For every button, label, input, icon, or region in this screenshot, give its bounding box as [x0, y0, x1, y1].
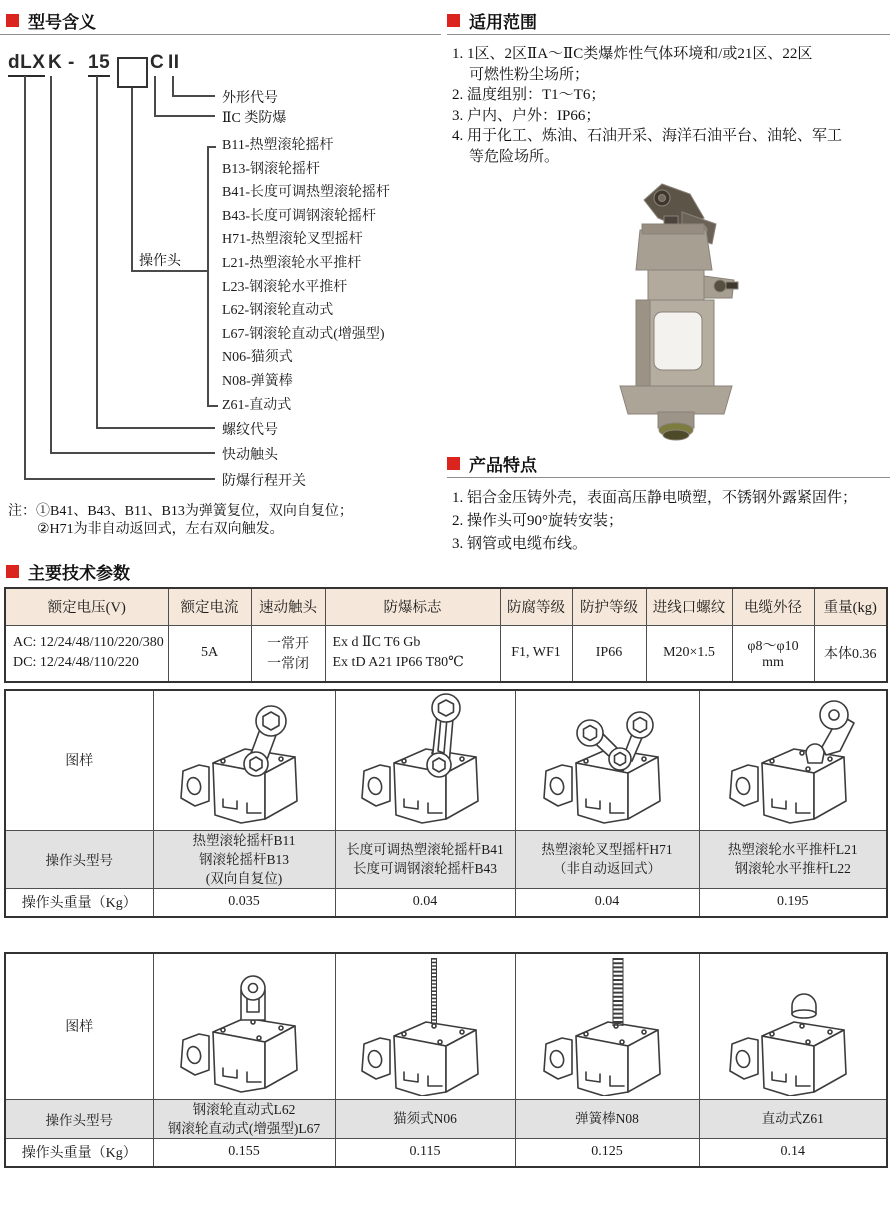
model-line: 热塑滚轮水平推杆L21 — [727, 842, 858, 857]
feature-item: 3. 钢管或电缆布线。 — [452, 536, 588, 552]
plain-plunger-icon — [718, 956, 868, 1096]
drawing-cell — [335, 953, 515, 1099]
head-option: L62-钢滚轮直动式 — [222, 303, 334, 319]
application-list — [452, 44, 842, 168]
model-code-c: C — [150, 52, 165, 73]
model-code-placeholder-box — [117, 57, 148, 88]
red-square-icon — [447, 14, 460, 27]
head-option: B41-长度可调热塑滚轮摇杆 — [222, 185, 390, 201]
divider — [0, 34, 441, 35]
adjustable-roller-lever-icon — [350, 693, 500, 827]
drawing-cell — [335, 690, 515, 830]
label-head: 操作头 — [139, 254, 181, 269]
model-cell — [153, 1099, 335, 1138]
weight-value: 0.155 — [153, 1138, 335, 1167]
weight-value: 0.04 — [515, 888, 699, 917]
spring-rod-icon — [532, 956, 682, 1096]
section-title-features — [447, 451, 537, 476]
head-option: N06-猫须式 — [222, 350, 293, 366]
label-iic-class: ⅡC 类防爆 — [222, 111, 287, 126]
head-table-2 — [4, 952, 888, 1168]
col-header: 速动触头 — [251, 588, 325, 625]
section-title-tech-params — [6, 559, 130, 584]
model-cell — [515, 1099, 699, 1138]
red-square-icon — [6, 565, 19, 578]
row-label-weight: 操作头重量（Kg） — [5, 888, 153, 917]
col-header: 额定电流 — [168, 588, 251, 625]
model-line: 热塑滚轮叉型摇杆H71 — [541, 842, 673, 857]
weight-cell: 本体0.36 — [814, 625, 887, 682]
head-options-list — [222, 134, 390, 417]
model-cell — [335, 830, 515, 888]
divider — [447, 34, 890, 35]
label-shape-code: 外形代号 — [222, 91, 278, 106]
model-line: 直动式Z61 — [761, 1111, 824, 1126]
col-header: 额定电压(V) — [5, 588, 168, 625]
tech-data-row — [5, 625, 887, 682]
divider — [447, 477, 890, 478]
snap-contact-cell — [251, 625, 325, 682]
head-option: L67-钢滚轮直动式(增强型) — [222, 326, 385, 342]
note-line-1: 注：①B41、B43、B11、B13为弹簧复位，双向自复位； — [8, 504, 353, 519]
section-title-text: 适用范围 — [469, 13, 537, 32]
row-label-model: 操作头型号 — [5, 1099, 153, 1138]
ex-mark-dust: Ex tD A21 IP66 T80℃ — [332, 655, 464, 671]
label-ex-switch: 防爆行程开关 — [222, 474, 306, 489]
roller-lever-icon — [169, 693, 319, 827]
weight-row — [5, 1138, 887, 1167]
model-cell — [699, 830, 887, 888]
application-item: 2. 温度组别：T1～T6； — [452, 87, 606, 104]
col-header: 重量(kg) — [814, 588, 887, 625]
head-option: B43-长度可调钢滚轮摇杆 — [222, 208, 376, 224]
row-label-drawing: 图样 — [5, 953, 153, 1099]
diagram-line — [50, 452, 215, 454]
cable-od-cell — [732, 625, 814, 682]
diagram-line — [131, 88, 133, 270]
col-header: 防腐等级 — [500, 588, 572, 625]
model-cell — [335, 1099, 515, 1138]
row-label-weight: 操作头重量（Kg） — [5, 1138, 153, 1167]
model-row — [5, 1099, 887, 1138]
col-header: 进线口螺纹 — [646, 588, 732, 625]
model-cell — [699, 1099, 887, 1138]
feature-item: 1. 铝合金压铸外壳，表面高压静电喷塑，不锈钢外露紧固件； — [452, 490, 858, 506]
note-line-2: ②H71为非自动返回式，左右双向触发。 — [37, 522, 284, 537]
entry-thread-cell: M20×1.5 — [646, 625, 732, 682]
diagram-line — [24, 478, 215, 480]
model-line: 猫须式N06 — [393, 1111, 457, 1126]
application-item: 4. 用于化工、炼油、石油开采、海洋石油平台、油轮、军工 — [452, 128, 843, 145]
model-line: (双向自复位) — [205, 870, 283, 886]
voltage-ac: AC: 12/24/48/110/220/380 — [13, 635, 164, 651]
label-snap-contact: 快动触头 — [222, 448, 278, 463]
drawing-cell — [515, 953, 699, 1099]
tech-params-table — [4, 587, 888, 683]
model-line: 弹簧棒N08 — [575, 1111, 639, 1126]
section-title-text: 型号含义 — [28, 13, 96, 32]
drawing-row — [5, 690, 887, 830]
model-line: 钢滚轮水平推杆L22 — [734, 861, 851, 876]
weight-value: 0.115 — [335, 1138, 515, 1167]
diagram-line — [154, 76, 156, 115]
model-line: （非自动返回式） — [553, 861, 661, 876]
head-option: Z61-直动式 — [222, 397, 292, 413]
product-photo-limit-switch — [578, 172, 774, 442]
model-code-prefix: dLX — [8, 52, 45, 77]
model-code-num: 15 — [88, 52, 110, 77]
col-header: 电缆外径 — [732, 588, 814, 625]
model-cell — [515, 830, 699, 888]
application-item: 等危险场所。 — [469, 148, 560, 165]
tech-header-row — [5, 588, 887, 625]
cable-od-unit: mm — [762, 655, 784, 671]
weight-value: 0.125 — [515, 1138, 699, 1167]
model-line: 钢滚轮直动式(增强型)L67 — [167, 1120, 321, 1136]
anticorrosion-cell: F1, WF1 — [500, 625, 572, 682]
head-table-1 — [4, 689, 888, 918]
contact-nc: 一常闭 — [267, 657, 309, 673]
cable-od-range: φ8～φ10 — [747, 639, 799, 655]
section-title-text: 主要技术参数 — [28, 564, 130, 583]
label-thread-code: 螺纹代号 — [222, 423, 278, 438]
voltage-dc: DC: 12/24/48/110/220 — [13, 655, 139, 671]
red-square-icon — [6, 14, 19, 27]
head-option: H71-热塑滚轮叉型摇杆 — [222, 232, 363, 248]
weight-value: 0.14 — [699, 1138, 887, 1167]
fork-lever-icon — [532, 693, 682, 827]
diagram-bracket — [207, 146, 209, 406]
cat-whisker-icon — [350, 956, 500, 1096]
diagram-line — [154, 115, 215, 117]
drawing-row — [5, 953, 887, 1099]
red-square-icon — [447, 457, 460, 470]
horizontal-push-rod-icon — [718, 693, 868, 827]
col-header: 防护等级 — [572, 588, 646, 625]
model-row — [5, 830, 887, 888]
head-option: L21-热塑滚轮水平推杆 — [222, 255, 362, 271]
row-label-drawing: 图样 — [5, 690, 153, 830]
diagram-bracket — [207, 405, 218, 407]
model-line: 长度可调钢滚轮摇杆B43 — [352, 861, 497, 876]
model-line: 长度可调热塑滚轮摇杆B41 — [346, 842, 504, 857]
diagram-line — [172, 95, 215, 97]
drawing-cell — [515, 690, 699, 830]
head-option: L23-钢滚轮水平推杆 — [222, 279, 348, 295]
model-code-k: K - — [48, 52, 75, 73]
model-line: 钢滚轮直动式L62 — [192, 1101, 296, 1117]
roller-plunger-icon — [169, 956, 319, 1096]
drawing-cell — [153, 690, 335, 830]
drawing-cell — [153, 953, 335, 1099]
weight-value: 0.035 — [153, 888, 335, 917]
rated-voltage-cell — [5, 625, 168, 682]
head-option: B13-钢滚轮摇杆 — [222, 161, 320, 177]
weight-value: 0.04 — [335, 888, 515, 917]
head-option: N08-弹簧棒 — [222, 373, 293, 389]
section-title-text: 产品特点 — [469, 456, 537, 475]
row-label-model: 操作头型号 — [5, 830, 153, 888]
features-list — [452, 487, 857, 556]
contact-no: 一常开 — [267, 637, 309, 653]
application-item: 3. 户内、户外：IP66； — [452, 107, 601, 124]
diagram-bracket — [207, 146, 216, 148]
diagram-line — [96, 76, 98, 427]
head-option: B11-热塑滚轮摇杆 — [222, 138, 334, 153]
application-item: 可燃性粉尘场所； — [469, 66, 590, 83]
ex-mark-cell — [325, 625, 500, 682]
diagram-line — [50, 76, 52, 452]
weight-row — [5, 888, 887, 917]
drawing-cell — [699, 953, 887, 1099]
ex-mark-gas: Ex d ⅡC T6 Gb — [332, 635, 421, 651]
section-title-application — [447, 8, 537, 33]
weight-value: 0.195 — [699, 888, 887, 917]
application-item: 1. 1区、2区ⅡA～ⅡC类爆炸性气体环境和/或21区、22区 — [452, 46, 813, 62]
diagram-line — [96, 427, 215, 429]
feature-item: 2. 操作头可90°旋转安装； — [452, 513, 623, 529]
model-cell — [153, 830, 335, 888]
rated-current-cell: 5A — [168, 625, 251, 682]
diagram-line — [24, 76, 26, 478]
model-code-ii: II — [168, 52, 180, 73]
diagram-line — [172, 76, 174, 95]
protection-cell: IP66 — [572, 625, 646, 682]
model-line: 热塑滚轮摇杆B11 — [192, 832, 296, 848]
diagram-line — [131, 270, 208, 272]
drawing-cell — [699, 690, 887, 830]
section-title-model-meaning — [6, 8, 96, 33]
model-line: 钢滚轮摇杆B13 — [198, 851, 289, 867]
col-header: 防爆标志 — [325, 588, 500, 625]
